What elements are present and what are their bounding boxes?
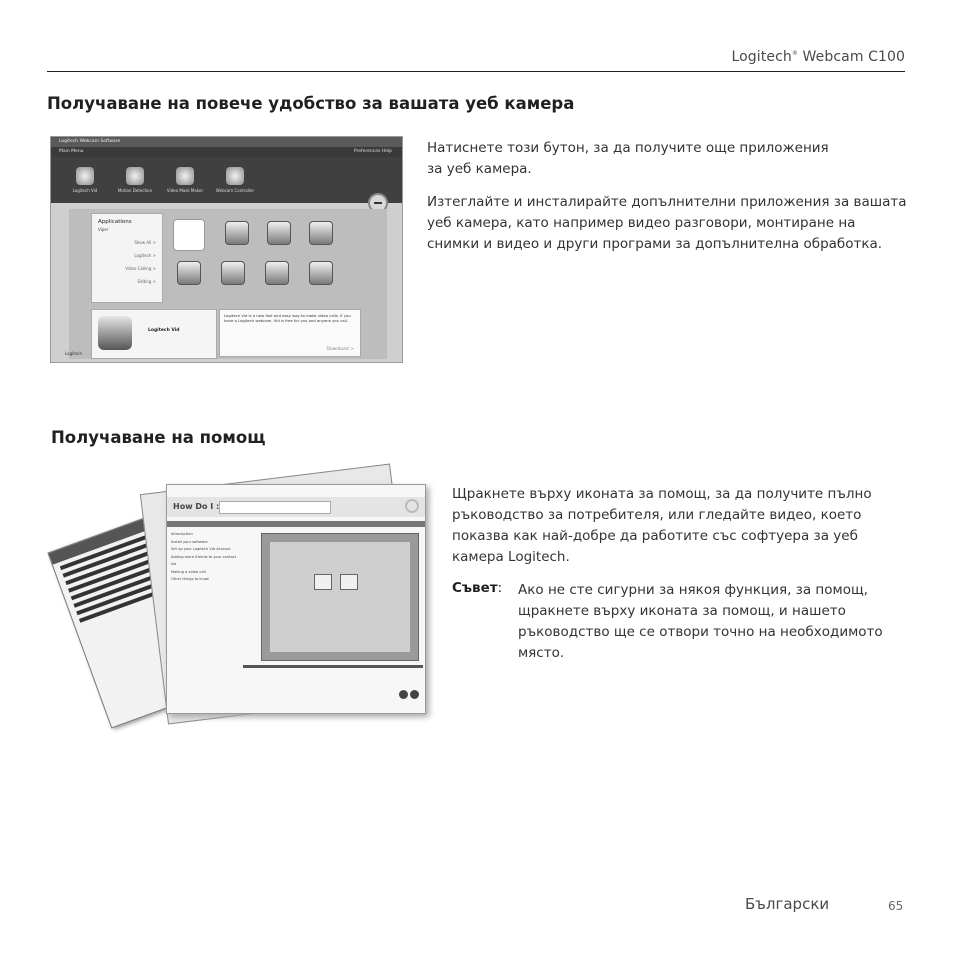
app-link: Video Calling > — [125, 266, 156, 271]
app-link: Logitech > — [134, 253, 156, 258]
webcam-software-screenshot — [50, 136, 403, 363]
app-link: Show All > — [134, 240, 156, 245]
product-model: Webcam C100 — [802, 49, 905, 65]
registered-mark: ® — [791, 50, 798, 57]
header-divider — [47, 71, 905, 72]
help-screenshot-collage — [58, 458, 424, 728]
topic-item: Introduction — [171, 532, 193, 536]
app-link: Editing > — [137, 279, 156, 284]
phone-icon — [340, 574, 358, 590]
footer-language: Български — [745, 895, 830, 913]
post-app-icon — [225, 221, 249, 245]
video-frame — [270, 542, 410, 652]
mask-icon — [176, 167, 194, 185]
applications-sub: Viper — [98, 227, 109, 232]
extend-paragraph-1: Натиснете този бутон, за да получите още приложения за уеб камера. — [427, 140, 829, 177]
topic-header-bar — [167, 521, 425, 527]
logitech-logo: Logitech — [65, 351, 83, 356]
page-number: 65 — [888, 899, 904, 913]
edit-app-icon — [309, 261, 333, 285]
motion-icon — [126, 167, 144, 185]
people-app-icon — [221, 261, 245, 285]
apps-panel — [69, 209, 387, 359]
tool-logitech-vid: Logitech Vid — [65, 161, 105, 193]
section-title-help: Получаване на помощ — [51, 428, 266, 447]
vid-app-icon — [173, 219, 205, 251]
tip-label-text: Съвет — [452, 580, 498, 596]
vid-logo-icon — [98, 316, 132, 350]
vid-description — [219, 309, 361, 357]
stream-app-icon — [265, 261, 289, 285]
topic-item: Making a video call — [171, 569, 206, 574]
how-do-i-bar — [167, 497, 425, 517]
help-paragraph: Щракнете върху иконата за помощ, за да получите пълно ръководство за потребителя, или гледайте видео, което показва как най-добре да работите със софтуера за уеб камера Logitech. — [452, 486, 872, 565]
main-menu-label: Main Menu — [59, 149, 84, 154]
tool-webcam-controller: Webcam Controller — [215, 161, 255, 193]
product-brand: Logitech — [731, 49, 792, 65]
tip-label — [452, 580, 502, 596]
topic-item: Set up your Logitech Vid Account — [171, 547, 231, 551]
applications-list — [91, 213, 163, 303]
help-video-player — [261, 533, 419, 661]
camera-app-icon — [267, 221, 291, 245]
topic-item: Install your software — [171, 539, 208, 544]
tip-text: Ако не сте сигурни за някоя функция, за помощ, щракнете върху иконата за помощ, и нашето ръководство ще се отвори точно на необходимото място. — [518, 582, 883, 661]
controller-icon — [226, 167, 244, 185]
product-name — [731, 49, 905, 65]
prev-icon — [399, 690, 408, 699]
search-icon — [405, 499, 419, 513]
menu-bar — [51, 147, 402, 157]
tip-colon: : — [497, 580, 503, 596]
video-scrubber — [243, 665, 423, 668]
vid-label: Logitech Vid — [148, 328, 180, 333]
vid-card — [91, 309, 217, 359]
download-link: Download > — [326, 347, 354, 352]
app-toolbar — [51, 157, 402, 203]
how-do-i-label: How Do I : — [173, 502, 220, 511]
masks-app-icon — [309, 221, 333, 245]
how-do-i-input — [219, 501, 331, 514]
applications-heading: Applications — [98, 219, 132, 225]
topic-item: Adding more friends to your contact list — [171, 554, 237, 566]
tool-video-mask: Video Mask Maker — [165, 161, 205, 193]
next-icon — [410, 690, 419, 699]
topic-item: Other things to know — [171, 577, 209, 581]
video-call-icon — [314, 574, 332, 590]
vid-description-text: Logitech Vid is a new fast and easy way to make video calls. If you have a Logitech webcam, Vid is free for you and anyone you call. — [224, 313, 351, 323]
section-title-extend: Получаване на повече удобство за вашата уеб камера — [47, 94, 575, 113]
extend-paragraph-2: Изтеглайте и инсталирайте допълнителни приложения за вашата уеб камера, като например видео разговори, монтиране на снимки и видео и други програми за допълнителна обработка. — [427, 194, 907, 252]
help-window-front — [166, 484, 426, 714]
vid-icon — [76, 167, 94, 185]
menu-right-links: Preferences Help — [353, 149, 392, 154]
topic-list — [171, 531, 241, 584]
tool-motion-detection: Motion Detection — [115, 161, 155, 193]
window-title: Logitech Webcam Software — [51, 137, 402, 147]
skype-app-icon — [177, 261, 201, 285]
